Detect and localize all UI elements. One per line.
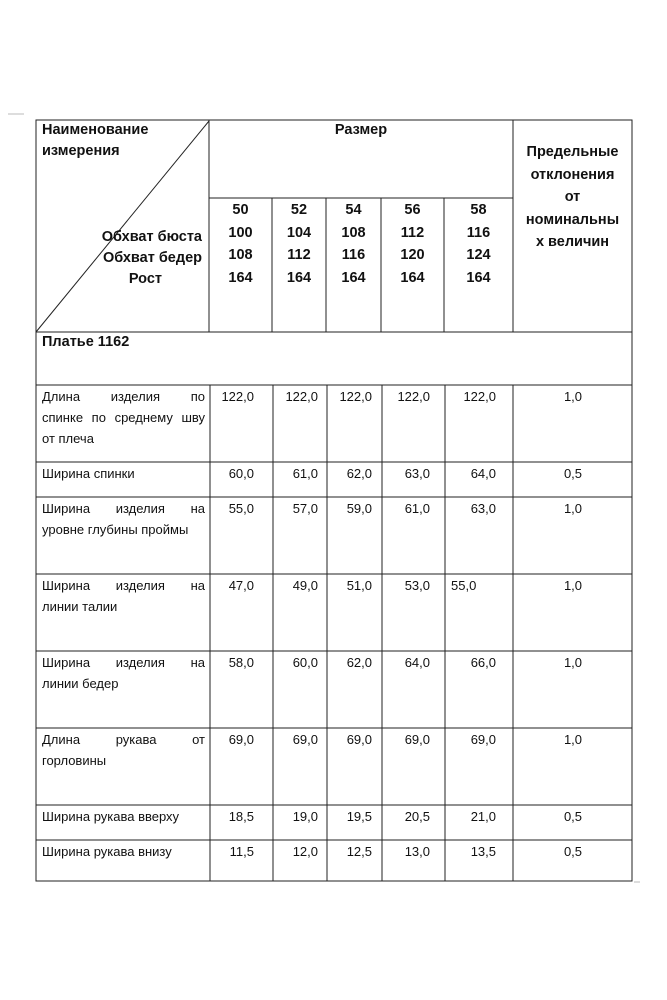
cell-value: 55,0 — [451, 578, 477, 593]
size-value: 52 — [290, 202, 308, 218]
header-size-title: Размер — [334, 122, 388, 138]
cell-value: 20,5 — [404, 809, 430, 824]
bust-value: 108 — [341, 224, 366, 241]
header-dimension-line-2: измерения — [42, 143, 120, 159]
cell-tolerance: 1,0 — [563, 732, 583, 747]
cell-value: 57,0 — [292, 501, 318, 516]
row-label-line: линии бедер — [42, 676, 119, 691]
bust-value: 112 — [400, 224, 425, 241]
cell-value: 53,0 — [404, 578, 430, 593]
cell-value: 13,5 — [470, 844, 496, 859]
cell-value: 69,0 — [470, 732, 496, 747]
tolerance-line-3: от — [564, 189, 581, 205]
cell-value: 69,0 — [346, 732, 372, 747]
cell-value: 69,0 — [404, 732, 430, 747]
height-value: 164 — [400, 269, 425, 286]
cell-value: 59,0 — [346, 501, 372, 516]
size-column-50 — [209, 199, 272, 289]
size-value: 50 — [232, 202, 249, 218]
cell-value: 11,5 — [229, 844, 254, 859]
row-label-line: Ширина изделия на — [42, 501, 205, 516]
cell-value: 61,0 — [292, 466, 318, 481]
measure-height: Рост — [128, 271, 162, 287]
cell-value: 69,0 — [228, 732, 254, 747]
row-label — [42, 463, 205, 484]
cell-value: 51,0 — [346, 578, 372, 593]
cell-value: 61,0 — [404, 501, 430, 516]
tolerance-line-2: отклонения — [530, 166, 615, 183]
hips-value: 124 — [466, 247, 491, 263]
row-label-line: Ширина рукава вверху — [42, 809, 180, 824]
height-value: 164 — [466, 269, 491, 286]
row-label — [42, 806, 205, 827]
cell-value: 64,0 — [470, 466, 496, 481]
cell-value: 12,0 — [292, 844, 318, 859]
size-column-58 — [444, 199, 513, 289]
row-label — [42, 729, 205, 771]
row-label-line: Ширина спинки — [42, 466, 135, 481]
bust-value: 100 — [228, 224, 253, 241]
cell-value: 19,0 — [292, 809, 318, 824]
cell-value: 122,0 — [339, 389, 372, 404]
measure-bust: Обхват бюста — [101, 229, 202, 245]
cell-value: 64,0 — [404, 655, 430, 670]
cell-tolerance: 1,0 — [563, 578, 583, 593]
cell-value: 122,0 — [285, 389, 318, 404]
size-column-56 — [381, 199, 444, 289]
cell-value: 13,0 — [404, 844, 430, 859]
cell-value: 55,0 — [228, 501, 254, 516]
cell-value: 18,5 — [228, 809, 254, 824]
row-label-line: уровне глубины проймы — [42, 522, 189, 537]
height-value: 164 — [228, 269, 253, 286]
row-label-line: Длина рукава от — [42, 732, 205, 747]
row-label-line: Ширина изделия на — [42, 655, 205, 670]
cell-value: 69,0 — [292, 732, 318, 747]
cell-value: 122,0 — [463, 389, 496, 404]
header-measures — [102, 227, 202, 290]
row-label-line: спинке по среднему шву — [42, 410, 205, 425]
cell-value: 49,0 — [292, 578, 318, 593]
hips-value: 112 — [287, 247, 311, 263]
row-label-line: от плеча — [42, 431, 94, 446]
cell-value: 47,0 — [228, 578, 254, 593]
size-column-52 — [272, 199, 326, 289]
cell-value: 62,0 — [346, 466, 372, 481]
height-value: 164 — [341, 269, 366, 286]
cell-tolerance: 1,0 — [563, 501, 583, 516]
cell-value: 58,0 — [228, 655, 254, 670]
tolerance-line-4: номинальны — [525, 211, 620, 228]
row-label — [42, 652, 205, 694]
cell-tolerance: 0,5 — [563, 809, 583, 824]
bust-value: 104 — [286, 224, 312, 241]
row-label-line: Ширина изделия на — [42, 578, 205, 593]
cell-value: 60,0 — [228, 466, 254, 481]
tolerance-line-1: Предельные — [526, 144, 619, 160]
size-column-54 — [326, 199, 381, 289]
cell-value: 66,0 — [470, 655, 496, 670]
bust-value: 116 — [466, 224, 491, 241]
cell-tolerance: 0,5 — [563, 844, 583, 859]
cell-value: 63,0 — [470, 501, 496, 516]
row-label-line: горловины — [42, 753, 107, 768]
cell-value: 63,0 — [404, 466, 430, 481]
cell-value: 122,0 — [221, 389, 254, 404]
header-dimension-name — [42, 120, 148, 162]
row-label-line: Ширина рукава внизу — [42, 844, 172, 859]
cell-tolerance: 0,5 — [563, 466, 583, 481]
row-label — [42, 386, 205, 449]
cell-value: 12,5 — [346, 844, 372, 859]
cell-tolerance: 1,0 — [563, 389, 583, 404]
section-title: Платье 1162 — [42, 334, 130, 350]
row-label-line: Длина изделия по — [42, 389, 205, 404]
size-value: 58 — [470, 202, 487, 218]
measure-hips: Обхват бедер — [102, 250, 202, 266]
header-dimension-line-1: Наименование — [42, 122, 149, 138]
height-value: 164 — [286, 269, 312, 286]
cell-value: 21,0 — [470, 809, 496, 824]
size-value: 56 — [404, 202, 421, 218]
header-tolerance — [513, 141, 632, 254]
cell-value: 60,0 — [292, 655, 318, 670]
hips-value: 116 — [341, 247, 366, 263]
cell-value: 62,0 — [346, 655, 372, 670]
row-label — [42, 575, 205, 617]
size-value: 54 — [345, 202, 362, 218]
row-label — [42, 498, 205, 540]
tolerance-line-5: х величин — [535, 234, 610, 250]
hips-value: 108 — [228, 247, 253, 263]
cell-value: 122,0 — [397, 389, 430, 404]
row-label-line: линии талии — [42, 599, 118, 614]
row-label — [42, 841, 205, 862]
hips-value: 120 — [400, 247, 425, 263]
cell-value: 19,5 — [346, 809, 372, 824]
cell-tolerance: 1,0 — [563, 655, 583, 670]
